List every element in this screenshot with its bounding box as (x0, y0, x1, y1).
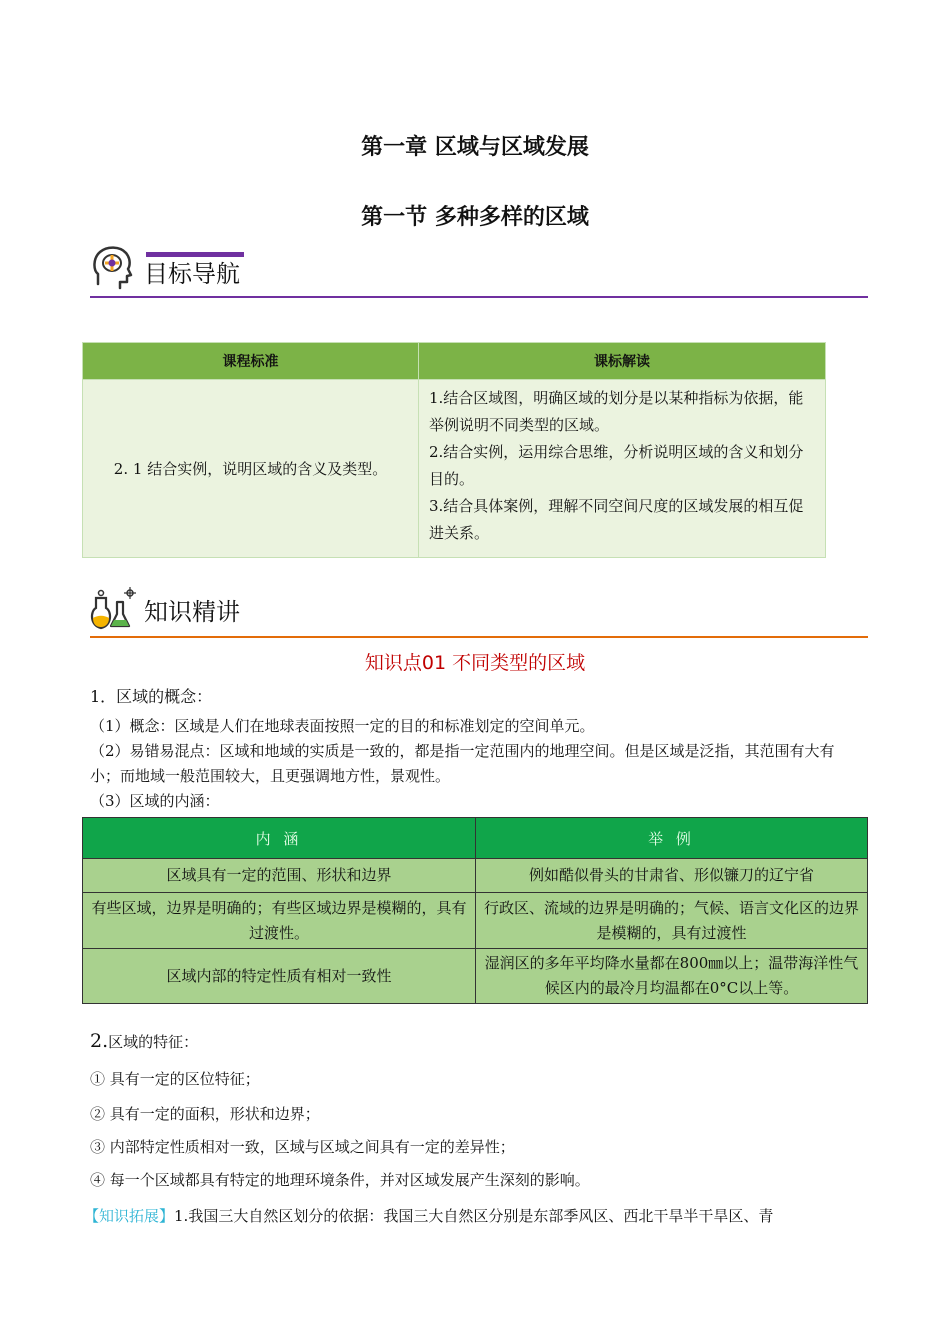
concept-heading: 1．区域的概念： (90, 687, 213, 706)
interpretation-item: 3.结合具体案例，理解不同空间尺度的区域发展的相互促进关系。 (429, 496, 804, 542)
goal-divider (90, 296, 868, 298)
connotation-table (82, 817, 868, 1004)
concept-item-3: （3）区域的内涵： (90, 792, 220, 810)
concept-item-2: （2）易错易混点：区域和地域的实质是一致的，都是指一定范围内的地理空间。但是区域是泛指，其范围有大有小；而地域一般范围较大，且更强调地方性，景观性。 (90, 742, 835, 785)
extension-text: 1.我国三大自然区划分的依据：我国三大自然区分别是东部季风区、西北干旱半干旱区、青 (174, 1207, 774, 1225)
standards-header-interpretation: 课标解读 (419, 343, 826, 380)
features-heading (90, 1030, 870, 1052)
knowledge-extension (84, 1205, 874, 1226)
feature-item: ② 具有一定的面积，形状和边界； (90, 1105, 320, 1123)
table-row-example: 行政区、流域的边界是明确的；气候、语言文化区的边界是模糊的，具有过渡性 (476, 893, 868, 949)
interpretation-cell (419, 380, 826, 558)
table-row-meaning: 区域具有一定的范围、形状和边界 (83, 859, 476, 893)
extension-tag: 【知识拓展】 (84, 1207, 175, 1225)
table-row-meaning: 有些区域，边界是明确的；有些区域边界是模糊的，具有过渡性。 (83, 893, 476, 949)
table-row-meaning: 区域内部的特定性质有相对一致性 (83, 949, 476, 1004)
table-row-example: 例如酷似骨头的甘肃省、形似镰刀的辽宁省 (476, 859, 868, 893)
feature-item: ① 具有一定的区位特征； (90, 1070, 260, 1088)
concept-item-1: （1）概念：区域是人们在地球表面按照一定的目的和标准划定的空间单元。 (90, 717, 595, 735)
connotation-header-meaning: 内 涵 (83, 818, 476, 859)
chapter-title: 第一章 区域与区域发展 (361, 135, 589, 160)
knowledge-section-header (90, 582, 868, 638)
connotation-header-example: 举 例 (476, 818, 868, 859)
feature-item: ③ 内部特定性质相对一致，区域与区域之间具有一定的差异性； (90, 1138, 515, 1156)
brain-head-icon (90, 244, 136, 290)
standards-header-course: 课程标准 (83, 343, 419, 380)
knowledge-point-title: 知识点01 不同类型的区域 (364, 652, 586, 674)
goal-heading: 目标导航 (144, 260, 240, 288)
interpretation-item: 2.结合实例，运用综合思维，分析说明区域的含义和划分目的。 (429, 442, 804, 488)
features-heading-text: 区域的特征： (108, 1033, 199, 1051)
goal-section-header (90, 242, 868, 298)
knowledge-divider (90, 636, 868, 638)
table-row-example: 湿润区的多年平均降水量都在800㎜以上；温带海洋性气候区内的最冷月均温都在0°C以上等。 (476, 949, 868, 1004)
knowledge-heading: 知识精讲 (144, 598, 240, 626)
features-heading-number: 2. (90, 1030, 109, 1052)
interpretation-item: 1.结合区域图，明确区域的划分是以某种指标为依据，能举例说明不同类型的区域。 (429, 388, 804, 434)
lab-flask-icon (90, 584, 136, 630)
section-title: 第一节 多种多样的区域 (361, 205, 589, 230)
standard-cell: 2. 1 结合实例，说明区域的含义及类型。 (83, 380, 419, 558)
standards-table (82, 342, 826, 558)
feature-item: ④ 每一个区域都具有特定的地理环境条件，并对区域发展产生深刻的影响。 (90, 1171, 590, 1189)
